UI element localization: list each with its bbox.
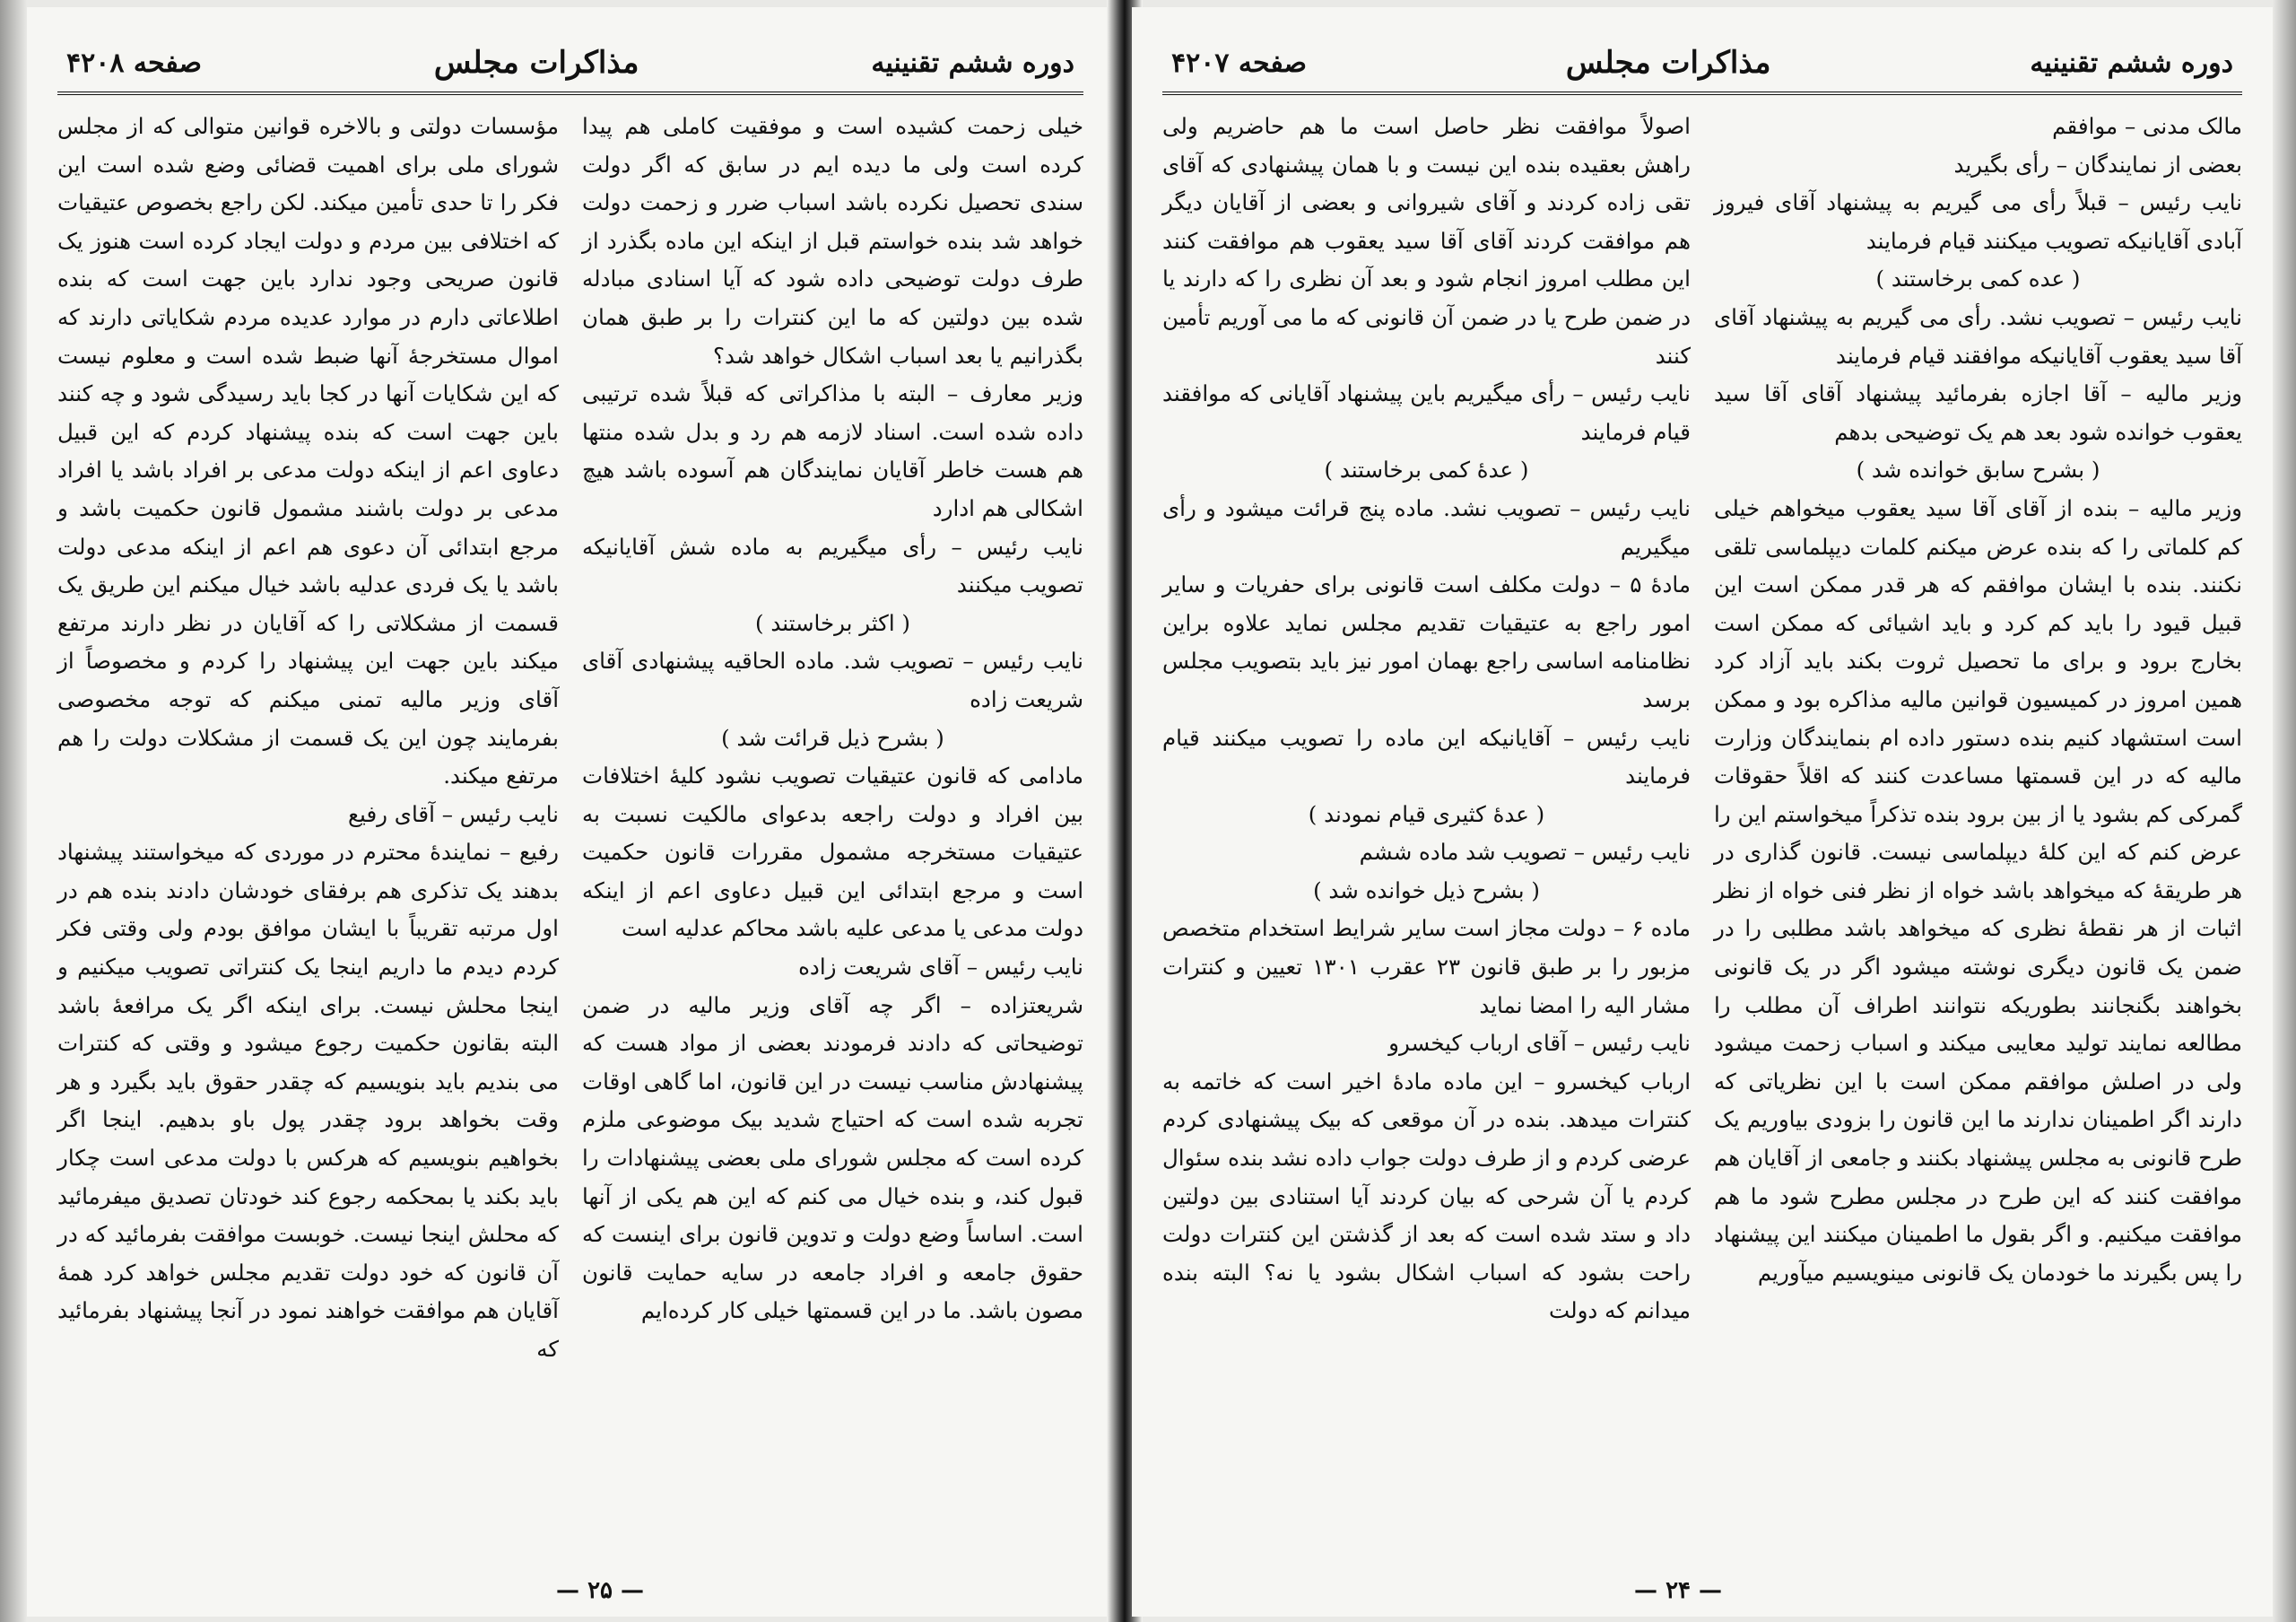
right-header-page-number: صفحه ۴۲۰۷ [1171,47,1307,79]
paragraph: نایب رئیس – رأی میگیریم باین پیشنهاد آقایانی که موافقند قیام فرمایند [1162,380,1691,445]
paragraph: اصولاً موافقت نظر حاصل است ما هم حاضریم ولی راهش بعقیده بنده این نیست و با همان پیشنهادی که آقای تقی زاده کردند و آقای شیروانی و بعضی از آقایان دیگر هم موافقت کردند آقای آقا سید یعقوب هم موافقت کنند این مطلب امروز انجام شود و بعد آن نظری را که دارند یا در ضمن طرح یا در ضمن آن قانونی که ما می آوریم تأمین کنند [1162,113,1691,369]
paragraph: ( عدهٔ کثیری قیام نمودند ) [1308,800,1545,827]
right-page-edge [2273,0,2296,1622]
paragraph: وزیر مالیه – بنده از آقای آقا سید یعقوب میخواهم خیلی کم کلماتی را که بنده عرض میکنم کلمات دیپلماسی تلقی نکنند. بنده با ایشان موافقم که هر قدر ممکن است این قبیل قیود را باید کم کرد و باید اشیائی که ممکن است بخارج برود و برای ما تحصیل ثروت بکند باید آزاد کرد همین امروز در کمیسیون قوانین مالیه مذاکره بود و ممکن است استشهاد کنیم بنده دستور داده ام بنمایندگان وزارت مالیه که در این قسمتها مساعدت کنند که اقلاً حقوقات گمرکی کم بشود یا از بین برود بنده تذکراً میخواستم این را عرض کنم که این کلهٔ دیپلماسی نیست. قانون گذاری در هر طریقهٔ که میخواهد باشد خواه از نظر فنی خواه از نظر اثبات از هر نقطهٔ نظری که میخواهد باشد مطلبی را در ضمن یک قانون دیگری نوشته میشود اگر در یک قانونی بخواهند بگنجانند بطوریکه نتوانند اطراف آن مطلب را مطالعه نمایند تولید معایبی میکند و اسباب زحمت میشود ولی در اصلش موافقم ممکن است با این نظریاتی که دارند اگر اطمینان ندارند ما این قانون را بزودی بیاوریم یک طرح قانونی به مجلس پیشنهاد بکنند و جامعی از آقایان هم موافقت کنند که این طرح در مجلس مطرح شود ما هم موافقت میکنیم. و اگر بقول ما اطمینان میکنند این پیشنهاد را پس بگیرند ما خودمان یک قانونی مینویسیم میآوریم [1714,494,2242,1286]
paragraph: نایب رئیس – آقای ارباب کیخسرو [1388,1030,1691,1057]
paragraph: نایب رئیس – تصویب نشد. ماده پنج قرائت میشود و رأی میگیریم [1162,494,1691,560]
paragraph: وزیر معارف – البته با مذاکراتی که قبلاً شده ترتیبی داده شده است. اسناد لازمه هم رد و بدل شده منتها هم هست خاطر آقایان نمایندگان هم آسوده باشد هیچ اشکالی هم ادارد [582,380,1083,521]
paragraph: ( بشرح سابق خوانده شد ) [1856,457,2100,484]
left-header-volume: دوره ششم تقنینیه [871,47,1074,79]
right-page-right-column [1714,108,2242,1330]
right-page-columns [1162,108,2242,1330]
right-page-left-column [1162,108,1691,1330]
paragraph: رفیع – نمایندهٔ محترم در موردی که میخواستند پیشنهاد بدهند یک تذکری هم برفقای خودشان دادند بنده هم در اول مرتبه تقریباً با ایشان موافق بودم ولی وقتی فکر کردم دیدم ما داریم اینجا یک کنتراتی تصویب میکنیم و اینجا محلش نیست. برای اینکه اگر یک مرافعهٔ باشد البته بقانون حکمیت رجوع میشود و وقتی که کنترات می بندیم باید بنویسیم که چقدر حقوق باید بگیرد و هر وقت بخواهد برود چقدر پول باو بدهیم. اینجا اگر بخواهیم بنویسیم که هرکس با دولت مدعی است چکار باید بکند یا بمحکمه رجوع کند خودتان تصدیق میفرمائید که محلش اینجا نیست. خوبست موافقت بفرمائید که در آن قانون که خود دولت تقدیم مجلس خواهد کرد همهٔ آقایان هم موافقت خواهند نمود در آنجا پیشنهاد بفرمائید که [57,839,559,1362]
paragraph: ( عدهٔ کمی برخاستند ) [1324,457,1529,484]
paragraph: نایب رئیس – آقایانیکه این ماده را تصویب میکنند قیام فرمایند [1162,724,1691,789]
paragraph: مادهٔ ۵ – دولت مکلف است قانونی برای حفریات و سایر امور راجع به عتیقیات تقدیم مجلس نماید علاوه براین نظامنامه اساسی راجع بهمان امور نیز باید بتصویب مجلس برسد [1162,571,1691,712]
paragraph: مادامی که قانون عتیقیات تصویب نشود کلیهٔ اختلافات بین افراد و دولت راجعه بدعوای مالکیت نسبت به عتیقیات مستخرجه مشمول مقررات قانون حکمیت است و مرجع ابتدائی این قبیل دعاوی اعم از اینکه دولت مدعی یا مدعی علیه باشد محاکم عدلیه است [582,763,1083,942]
paragraph: ماده ۶ – دولت مجاز است سایر شرایط استخدام متخصص مزبور را بر طبق قانون ۲۳ عقرب ۱۳۰۱ تعیین و کنترات مشار الیه را امضا نماید [1162,915,1691,1018]
right-page [1132,7,2273,1617]
paragraph: نایب رئیس – تصویب نشد. رأی می گیریم به پیشنهاد آقای آقا سید یعقوب آقایانیکه موافقند قیام فرمایند [1714,303,2242,369]
paragraph: نایب رئیس – قبلاً رأی می گیریم به پیشنهاد آقای فیروز آبادی آقایانیکه تصویب میکنند قیام فرمایند [1714,189,2242,254]
paragraph: نایب رئیس – رأی میگیریم به ماده شش آقایانیکه تصویب میکنند [582,533,1083,598]
paragraph: ارباب کیخسرو – این ماده مادهٔ اخیر است که خاتمه به کنترات میدهد. بنده در آن موقعی که بیک پیشنهادی کردم عرضی کردم و از طرف دولت جواب داده نشد بنده سئوال کردم یا آن شرحی که بیان کردند آیا استنادی بین دولتین داد و ستد شده است که بعد از گذشتن این کنترات دولت راحت بشود که اسباب اشکال بشود یا نه؟ البته بنده میدانم که دولت [1162,1068,1691,1324]
right-page-header [1162,32,2242,95]
paragraph: مؤسسات دولتی و بالاخره قوانین متوالی که از مجلس شورای ملی برای اهمیت قضائی وضع شده است این فکر را تا حدی تأمین میکند. لکن راجع بخصوص عتیقیات که اختلافی بین مردم و دولت ایجاد کرده است هنوز یک قانون صریحی وجود ندارد باین جهت است که بنده اطلاعاتی دارم در موارد عدیده مردم شکایاتی دارند که اموال مستخرجهٔ آنها ضبط شده است و معلوم نیست که این شکایات آنها در کجا باید رسیدگی شود و چه کنند باین جهت است که بنده پیشنهاد کردم که این قبیل دعاوی اعم از اینکه دولت مدعی بر افراد باشد یا افراد مدعی بر دولت باشند مشمول قانون حکمیت باشد و مرجع ابتدائی آن دعوی هم اعم از اینکه مدعی دولت باشد یا یک فردی عدلیه باشد خیال میکنم این طریق یک قسمت از مشکلاتی را که آقایان در نظر دارند مرتفع میکند باین جهت این پیشنهاد را کردم و مخصوصاً از آقای وزیر مالیه تمنی میکنم که توجه مخصوصی بفرمایند چون این یک قسمت از مشکلات دولت را هم مرتفع میکند. [57,113,559,789]
left-page-right-column [582,108,1083,1369]
left-page [27,7,1114,1617]
paragraph: مالک مدنی – موافقم [2052,113,2242,139]
paragraph: نایب رئیس – آقای رفیع [348,800,559,827]
paragraph: نایب رئیس – تصویب شد ماده ششم [1359,839,1691,866]
paragraph: ( عده کمی برخاستند ) [1875,266,2081,292]
paragraph: بعضی از نمایندگان – رأی بگیرید [1953,151,2242,178]
paragraph: نایب رئیس – آقای شریعت زاده [798,954,1083,981]
paragraph: خیلی زحمت کشیده است و موفقیت کاملی هم پیدا کرده است ولی ما دیده ایم در سابق که اگر دولت سندی تحصیل نکرده باشد اسباب ضرر و زحمت دولت خواهد شد بنده خواستم قبل از اینکه این ماده بگذرد از طرف دولت توضیحی داده شود که آیا اسنادی مبادله شده بین دولتین که ما این کنترات را بر طبق همان بگذرانیم یا بعد اسباب اشکال خواهد شد؟ [582,113,1083,369]
right-header-volume: دوره ششم تقنینیه [2030,47,2233,79]
left-page-columns [57,108,1083,1369]
left-page-edge [0,0,27,1622]
paragraph: ( بشرح ذیل خوانده شد ) [1313,876,1540,903]
left-header-page-number: صفحه ۴۲۰۸ [66,47,202,79]
left-page-header [57,32,1083,95]
paragraph: ( اکثر برخاستند ) [755,609,910,636]
paragraph: نایب رئیس – تصویب شد. ماده الحاقیه پیشنهادی آقای شریعت زاده [582,648,1083,712]
right-header-title: مذاکرات مجلس [1565,45,1771,81]
left-page-left-column [57,108,559,1369]
paragraph: شریعتزاده – اگر چه آقای وزیر مالیه در ضمن توضیحاتی که دادند فرمودند بعضی از مواد هست که پیشنهادش مناسب نیست در این قانون، اما گاهی اوقات تجربه شده است که احتیاج شدید بیک موضوعی ملزم کرده است که مجلس شورای ملی بعضی پیشنهادات را قبول کند، و بنده خیال می کنم که این هم یکی از آنها است. اساساً وضع دولت و تدوین قانون برای اینست که حقوق جامعه و افراد جامعه در سایه حمایت قانون مصون باشد. ما در این قسمتها خیلی کار کرده‌ایم [582,991,1083,1324]
left-header-title: مذاکرات مجلس [433,45,639,81]
right-page-folio: — ۲۴ — [1634,1577,1723,1604]
left-page-folio: — ۲۵ — [556,1577,645,1604]
paragraph: وزیر مالیه – آقا اجازه بفرمائید پیشنهاد آقای آقا سید یعقوب خوانده شود بعد هم یک توضیحی بدهم [1714,380,2242,445]
paragraph: ( بشرح ذیل قرائت شد ) [721,724,944,751]
